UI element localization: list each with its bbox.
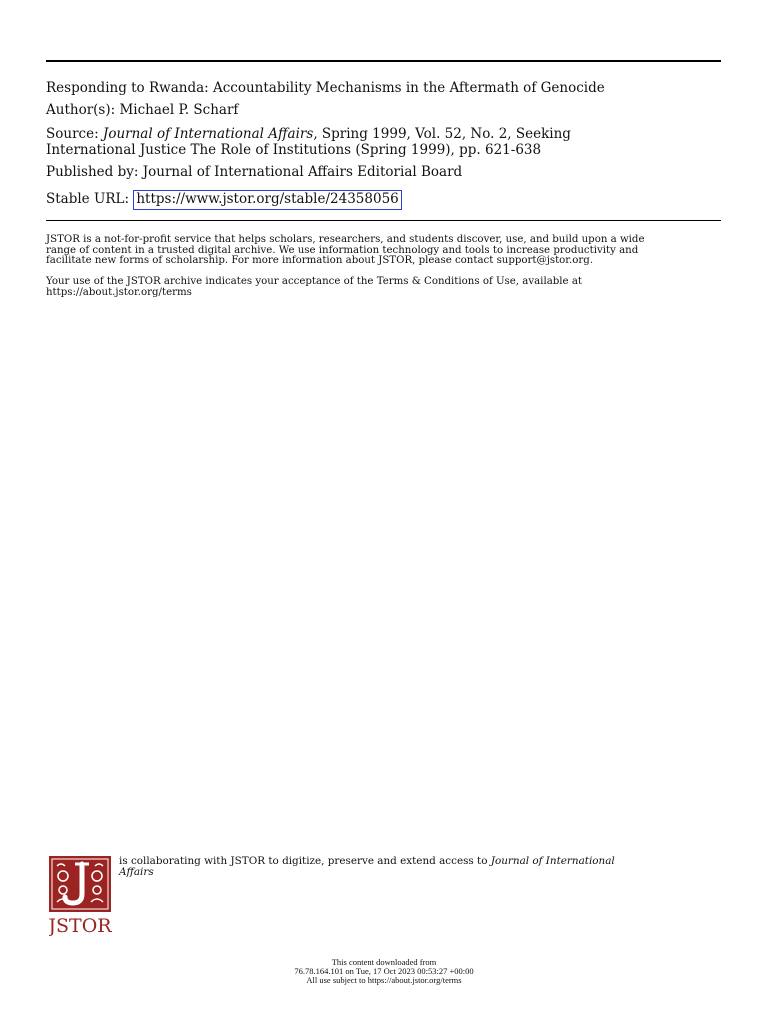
jstor-logo	[49, 856, 113, 936]
terms-link[interactable]: https://about.jstor.org/terms	[46, 286, 192, 298]
jstor-notice-paragraph	[46, 235, 721, 267]
notice-line: Your use of the JSTOR archive indicates your acceptance of the Terms & Conditions of Use, available at	[46, 276, 582, 287]
author-line	[46, 102, 238, 118]
top-rule	[46, 60, 721, 62]
footer-line: 76.78.164.101 on Tue, 17 Oct 2023 00:53:27 +00:00	[294, 966, 474, 977]
publisher-name: Journal of International Affairs Editorial Board	[142, 164, 463, 180]
stable-url-line	[46, 190, 402, 210]
stable-url-link[interactable]: https://www.jstor.org/stable/24358056	[133, 190, 401, 210]
author-label: Author(s):	[46, 102, 116, 118]
article-title: Responding to Rwanda: Accountability Mechanisms in the Aftermath of Genocide	[46, 80, 605, 96]
divider-rule	[46, 220, 721, 221]
terms-notice-paragraph	[46, 277, 721, 298]
collab-journal: Journal of International	[490, 855, 615, 867]
source-label: Source:	[46, 126, 99, 142]
published-label: Published by:	[46, 164, 139, 180]
notice-line: JSTOR is a not-for-profit service that helps scholars, researchers, and students discover, use, and build upon a wide	[46, 234, 645, 245]
source-details-line2: International Justice The Role of Institutions (Spring 1999), pp. 621-638	[46, 142, 542, 158]
footer-line: This content downloaded from	[331, 957, 437, 967]
stable-url-label: Stable URL:	[46, 191, 130, 207]
author-name: Michael P. Scharf	[119, 102, 239, 118]
journal-name: Journal of International Affairs	[102, 126, 314, 142]
source-details: , Spring 1999, Vol. 52, No. 2, Seeking	[313, 126, 571, 142]
collaboration-statement	[119, 856, 719, 878]
notice-line: facilitate new forms of scholarship. For more information about JSTOR, please contact support@jstor.org.	[46, 255, 594, 267]
footer-terms-line: All use subject to https://about.jstor.org/terms	[306, 975, 462, 986]
source-line	[46, 126, 571, 158]
collab-text: is collaborating with JSTOR to digitize, preserve and extend access to	[119, 855, 488, 867]
download-footer	[0, 958, 768, 986]
jstor-wordmark: JSTOR	[49, 915, 112, 936]
publisher-line	[46, 164, 462, 180]
jstor-emblem-icon	[49, 856, 113, 936]
notice-line: range of content in a trusted digital archive. We use information technology and tools to increase productivity and	[46, 244, 639, 256]
collab-journal-line2: Affairs	[119, 866, 154, 879]
